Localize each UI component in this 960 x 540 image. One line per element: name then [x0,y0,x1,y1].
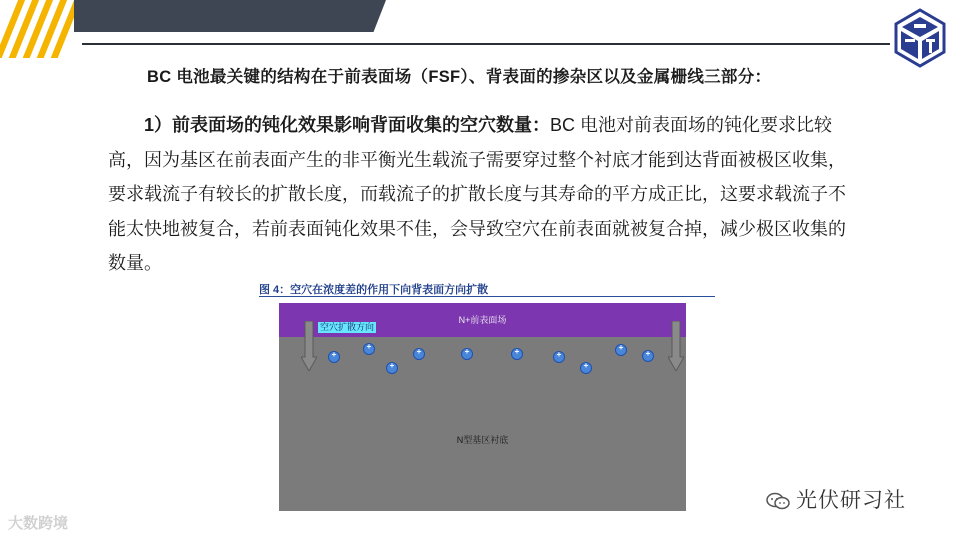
hole-carrier [511,348,523,360]
right-diffusion-arrow [668,321,684,371]
hole-carrier [580,362,592,374]
chat-bubble-icon [766,492,790,510]
hole-carrier [553,351,565,363]
figure-caption: 图 4：空穴在浓度差的作用下向背表面方向扩散 [259,284,489,296]
logo-mark [892,8,948,68]
header-divider [82,43,890,45]
hole-carrier [413,348,425,360]
fsf-label: N+前表面场 [458,315,507,325]
hole-carrier [328,351,340,363]
paragraph-lead: 1）前表面场的钝化效果影响背面收集的空穴数量： [144,115,551,135]
hole-carrier [461,348,473,360]
hole-carrier [386,362,398,374]
paragraph-body: BC 电池对前表面场的钝化要求比较高，因为基区在前表面产生的非平衡光生载流子需要穿过整个衬底才能到达背面被极区收集，要求载流子有较长的扩散长度，而载流子的扩散长度与其寿命的平方成正比，这要求载流子不能太快地被复合，若前表面钝化效果不佳，会导致空穴在前表面就被复合掉，减少极区收集的数量。 [108,115,846,273]
hole-carrier [363,343,375,355]
substrate-label: N型基区衬底 [456,435,509,445]
diffusion-diagram [279,303,686,511]
hole-carrier [615,344,627,356]
header-bar [74,0,386,32]
body-paragraph [108,108,848,281]
diffusion-direction-label: 空穴扩散方向 [320,322,375,332]
watermark-right [766,484,906,514]
watermark-left [8,512,68,533]
watermark-left-text: 大数跨境 [8,515,69,532]
hole-carrier [642,350,654,362]
left-diffusion-arrow [301,321,317,371]
header-stripes [0,0,82,58]
figure-caption-underline [259,296,715,297]
watermark-right-text: 光伏研习社 [796,489,906,512]
section-heading: BC 电池最关键的结构在于前表面场（FSF）、背表面的掺杂区以及金属栅线三部分： [147,68,772,86]
